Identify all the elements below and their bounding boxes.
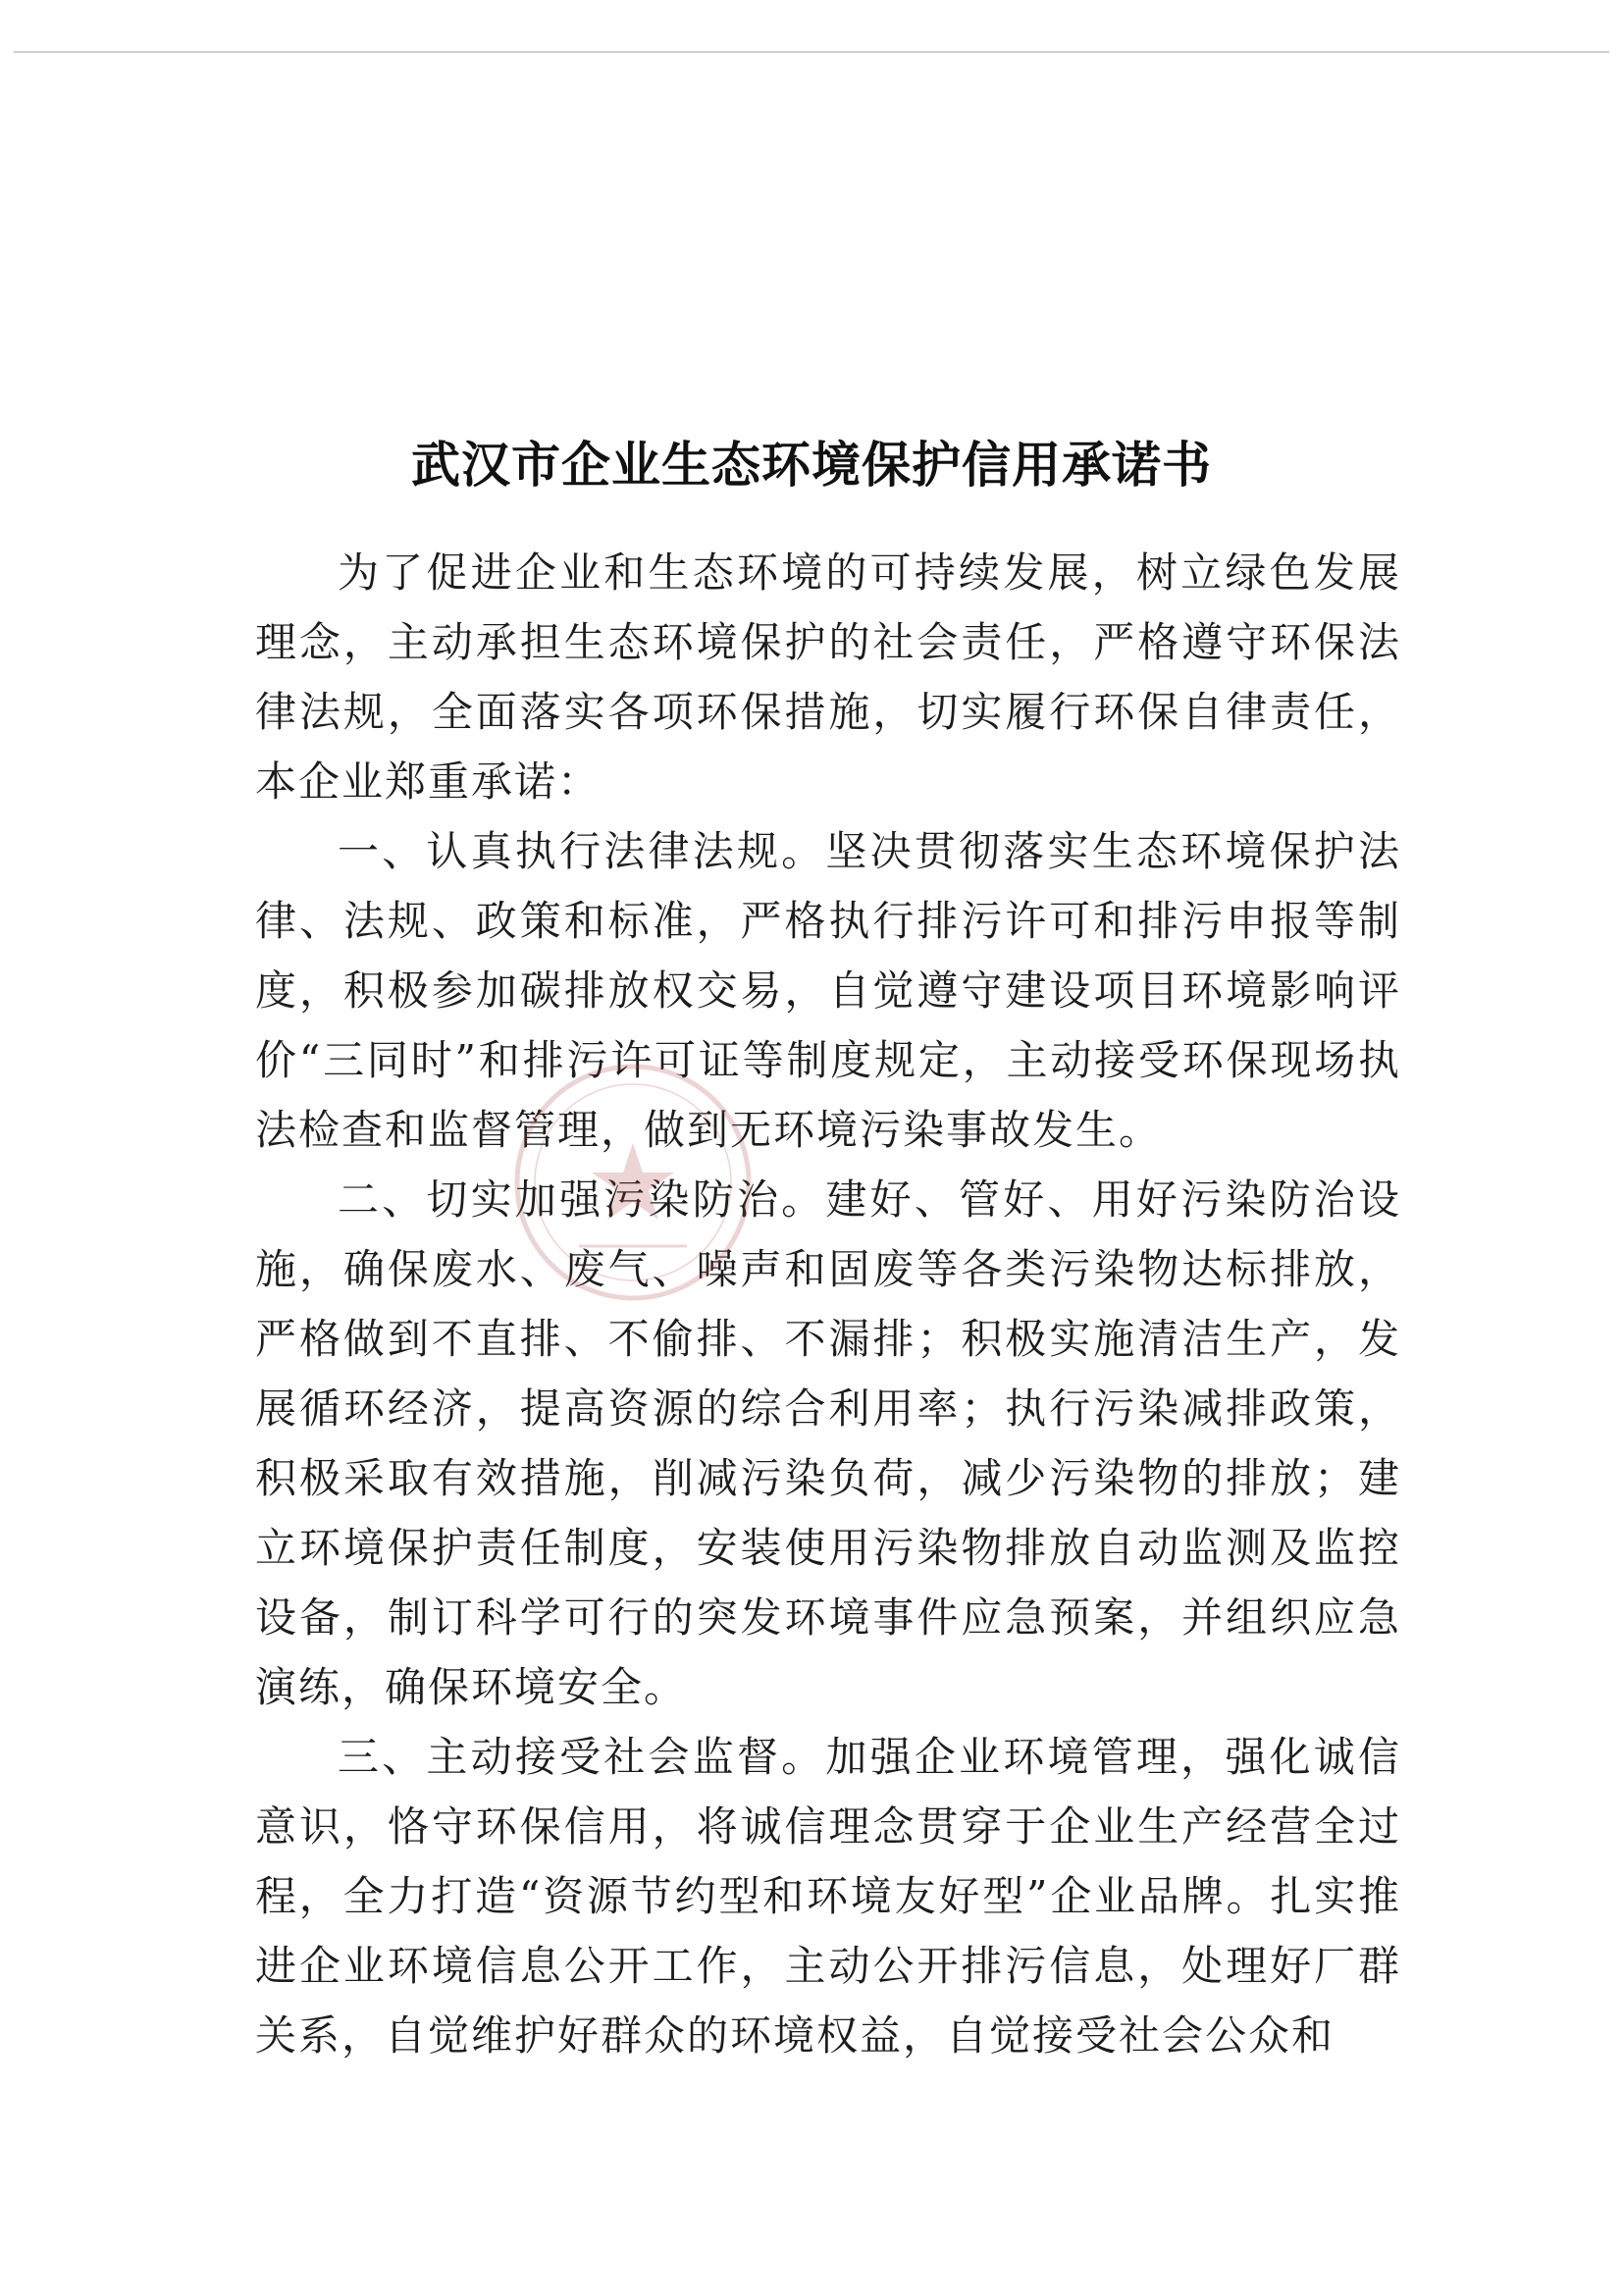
document-title: 武汉市企业生态环境保护信用承诺书 (411, 436, 1212, 494)
paragraph-commitment-3: 三、主动接受社会监督。加强企业环境管理，强化诚信意识，恪守环保信用，将诚信理念贯穿于企业生产经营全过程，全力打造“资源节约型和环境友好型”企业品牌。扎实推进企业环境信息公开工作，主动公开排污信息，处理好厂群关系，自觉维护好群众的环境权益，自觉接受社会公众和 (255, 1733, 1401, 2060)
paragraph-commitment-2: 二、切实加强污染防治。建好、管好、用好污染防治设施，确保废水、废气、噪声和固废等各类污染物达标排放，严格做到不直排、不偷排、不漏排；积极实施清洁生产，发展循环经济，提高资源的综合利用率；执行污染减排政策，积极采取有效措施，削减污染负荷，减少污染物的排放；建立环境保护责任制度，安装使用污染物排放自动监测及监控设备，制订科学可行的突发环境事件应急预案，并组织应急演练，确保环境安全。 (255, 1175, 1401, 1711)
paragraph-commitment-1: 一、认真执行法律法规。坚决贯彻落实生态环境保护法律、法规、政策和标准，严格执行排污许可和排污申报等制度，积极参加碳排放权交易，自觉遵守建设项目环境影响评价“三同时”和排污许可证等制度规定，主动接受环保现场执法检查和监督管理，做到无环境污染事故发生。 (255, 827, 1401, 1154)
paragraph-intro: 为了促进企业和生态环境的可持续发展，树立绿色发展理念，主动承担生态环境保护的社会责任，严格遵守环保法律法规，全面落实各项环保措施，切实履行环保自律责任，本企业郑重承诺： (255, 548, 1401, 806)
company-seal-stamp (510, 1060, 756, 1305)
page-top-rule (14, 51, 1609, 53)
document-body (255, 538, 1401, 2070)
